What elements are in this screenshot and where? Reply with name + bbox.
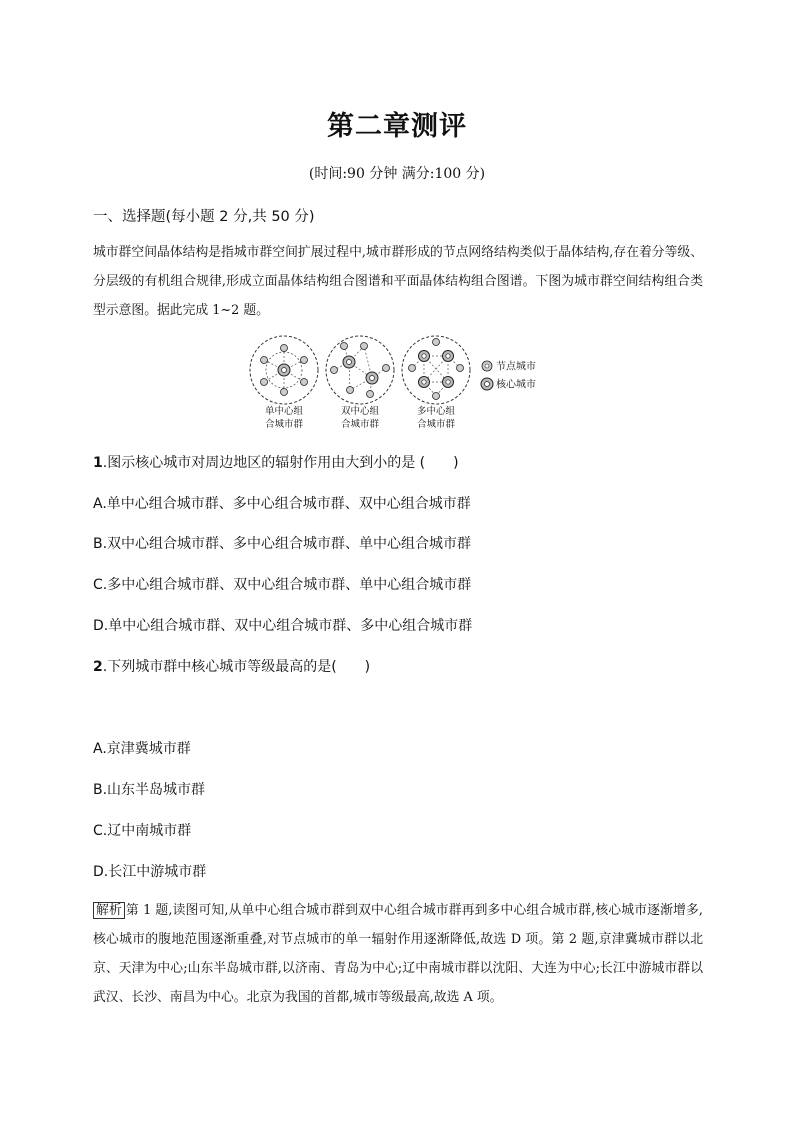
- question-1-option-b: B.双中心组合城市群、多中心组合城市群、单中心组合城市群: [93, 536, 472, 552]
- question-2-option-b: B.山东半岛城市群: [93, 782, 206, 798]
- question-2-option-c: C.辽中南城市群: [93, 823, 192, 839]
- caption-multi-line1: 多中心组: [416, 406, 456, 417]
- city-cluster-figure: [246, 334, 556, 434]
- exam-meta: (时间:90 分钟 满分:100 分): [308, 166, 486, 182]
- core-city-legend-icon: [481, 378, 493, 390]
- question-2-number: 2: [93, 659, 103, 675]
- caption-double-line2: 合城市群: [340, 419, 380, 430]
- caption-single-line2: 合城市群: [264, 419, 304, 430]
- intro-paragraph: 城市群空间晶体结构是指城市群空间扩展过程中,城市群形成的节点网络结构类似于晶体结构,存在着分等级、分层级的有机组合规律,形成立面晶体结构组合图谱和平面晶体结构组合图谱。下图为城市群空间结构组合类型示意图。据此完成 1~2 题。: [93, 245, 703, 318]
- question-1-option-c: C.多中心组合城市群、双中心组合城市群、单中心组合城市群: [93, 577, 472, 593]
- caption-multi-line2: 合城市群: [416, 419, 456, 430]
- question-1-text: .图示核心城市对周边地区的辐射作用由大到小的是 ( ): [102, 455, 459, 471]
- question-2-text: .下列城市群中核心城市等级最高的是( ): [102, 659, 371, 675]
- multi-center-diagram: [402, 336, 470, 404]
- question-2-option-a: A.京津冀城市群: [93, 741, 191, 757]
- section-heading: 一、选择题(每小题 2 分,共 50 分): [93, 209, 315, 225]
- question-1-option-d: D.单中心组合城市群、双中心组合城市群、多中心组合城市群: [93, 618, 473, 634]
- question-1-option-a: A.单中心组合城市群、多中心组合城市群、双中心组合城市群: [93, 496, 471, 512]
- legend: [481, 360, 536, 391]
- caption-double-line1: 双中心组: [340, 406, 380, 417]
- analysis-badge: 解析: [93, 902, 125, 919]
- legend-core-city: 核心城市: [496, 379, 536, 391]
- page-title: 第二章测评: [327, 111, 467, 142]
- node-city-legend-icon: [482, 361, 492, 371]
- caption-single-line1: 单中心组: [264, 406, 304, 417]
- question-2-stem: [93, 656, 370, 676]
- question-1-number: 1: [93, 455, 103, 471]
- analysis-text: 第 1 题,读图可知,从单中心组合城市群到双中心组合城市群再到多中心组合城市群,核心城市逐渐增多,核心城市的腹地范围逐渐重叠,对节点城市的单一辐射作用逐渐降低,故选 D 项。第 2 题,京津冀城市群以北京、天津为中心;山东半岛城市群,以济南、青岛为中心;辽中南城市群以沈阳、大连为中心;长江中游城市群以武汉、长沙、南昌为中心。北京为我国的首都,城市等级最高,故选 A 项。: [93, 903, 703, 1005]
- legend-node-city: 节点城市: [496, 361, 536, 373]
- question-1-stem: [93, 452, 459, 472]
- double-center-diagram: [326, 336, 394, 404]
- question-2-option-d: D.长江中游城市群: [93, 864, 207, 880]
- single-center-diagram: [250, 336, 318, 404]
- analysis-block: [93, 896, 703, 1012]
